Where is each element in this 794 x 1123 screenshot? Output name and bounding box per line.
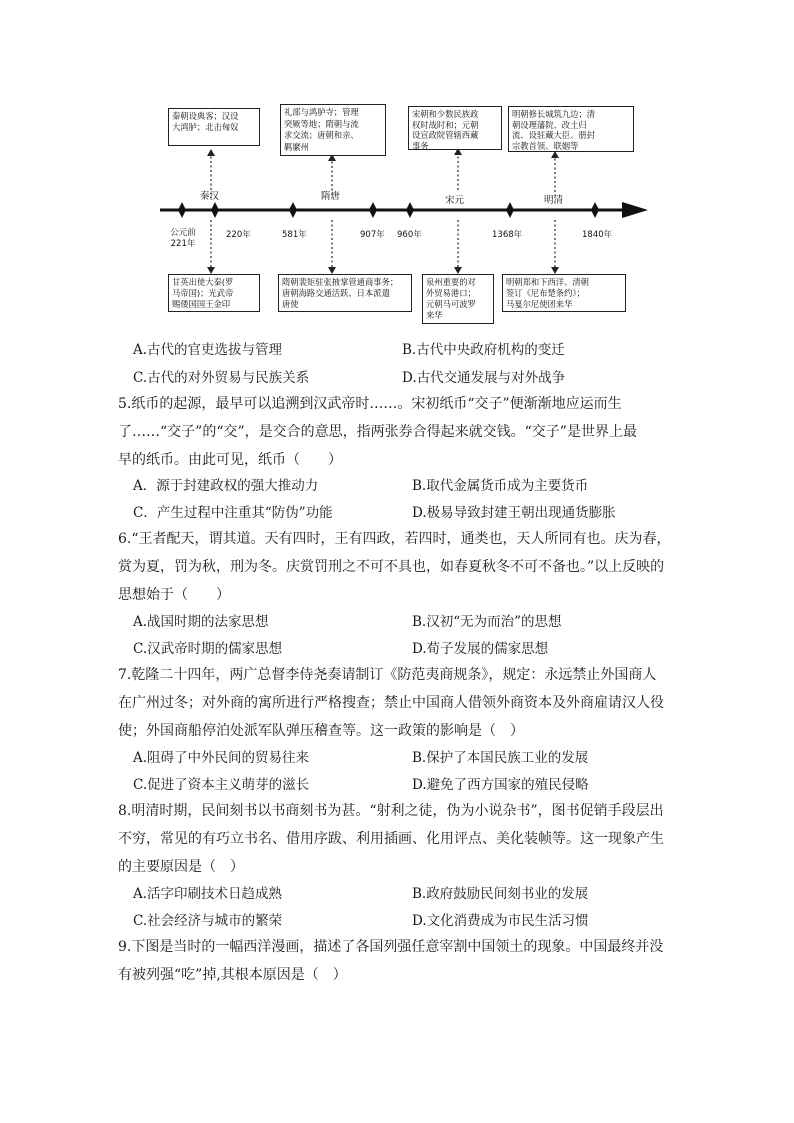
- connectors-top: [211, 152, 555, 198]
- era-songyuan: 宋元: [445, 195, 465, 206]
- q4-option-c[interactable]: C.古代的对外贸易与民族关系: [133, 370, 310, 386]
- era-mingqing: 明清: [544, 195, 564, 206]
- q7-option-c[interactable]: C.促进了资本主义萌芽的滋长: [133, 777, 310, 793]
- timeline-figure: [160, 92, 660, 332]
- top-box-suitang: 礼部与鸿胪寺；管理 突厥等地；隋朝与流 求交流；唐朝和亲、 羁縻州: [280, 104, 386, 156]
- q8-option-b[interactable]: B.政府鼓励民间刻书业的发展: [412, 886, 589, 902]
- q5-option-d[interactable]: D.极易导致封建王朝出现通货膨胀: [412, 505, 616, 521]
- year-220: 220年: [226, 230, 251, 240]
- year-907: 907年: [360, 230, 385, 240]
- q4-option-a[interactable]: A.古代的官吏选拔与管理: [133, 342, 283, 358]
- q5-option-c[interactable]: C．产生过程中注重其“防伪”功能: [133, 505, 333, 521]
- q4-option-b[interactable]: B.古代中央政府机构的变迁: [402, 342, 565, 358]
- q8-option-d[interactable]: D.文化消费成为市民生活习惯: [412, 913, 589, 929]
- q7-option-b[interactable]: B.保护了本国民族工业的发展: [412, 750, 589, 766]
- top-box-mingqing: 明朝修长城筑九边；清 朝设理藩院、改土归 流、设驻藏大臣、册封 宗教首领、联姻等: [508, 106, 634, 152]
- q7-stem: 7.乾隆二十四年，两广总督李侍尧奏请制订《防范夷商规条》，规定：永远禁止外国商人 在广州过冬；对外商的寓所进行严格搜查；禁止中国商人借领外商资本及外商雇请汉人役 使；外国商船停泊处派军队弹压稽查等。这一政策的影响是（ ）: [118, 667, 664, 739]
- year-960: 960年: [397, 230, 422, 240]
- q8-option-a[interactable]: A.活字印刷技术日趋成熟: [133, 886, 283, 902]
- q6-option-a[interactable]: A.战国时期的法家思想: [133, 614, 269, 630]
- q5-stem: 5.纸币的起源，最早可以追溯到汉武帝时……。宋初纸币“交子”便渐渐地应运而生 了……“交子”的“交”，是交合的意思，指两张券合得起来就交钱。“交子”是世界上最 早的纸币。由此可见，纸币（ ）: [118, 396, 637, 468]
- q6-option-d[interactable]: D.荀子发展的儒家思想: [412, 641, 549, 657]
- q7-option-a[interactable]: A.阻碍了中外民间的贸易往来: [133, 750, 310, 766]
- year-581: 581年: [282, 230, 307, 240]
- bottom-box-suitang: 隋朝裴矩驻张掖掌管通商事务； 唐朝海路交通活跃、日本派遣 唐使: [278, 274, 412, 312]
- bottom-box-mingqing: 明朝郑和下西洋、清朝 签订《尼布楚条约》； 马戛尔尼使团来华: [502, 274, 626, 312]
- era-suitang: 隋唐: [321, 191, 341, 202]
- year-1368: 1368年: [492, 230, 523, 240]
- bottom-box-qinhan: 甘英出使大秦(罗 马帝国)；光武帝 赐倭国国王金印: [168, 274, 260, 312]
- era-qinhan: 秦汉: [200, 191, 220, 202]
- top-box-qinhan: 秦朝设典客；汉设 大鸿胪；北击匈奴: [168, 108, 260, 146]
- connector-heads-bottom: [207, 267, 559, 274]
- q4-option-d[interactable]: D.古代交通发展与对外战争: [402, 370, 566, 386]
- q8-stem: 8.明清时期，民间刻书以书商刻书为甚。“射利之徒，伪为小说杂书”，图书促销手段层出 不穷，常见的有巧立书名、借用序跋、利用插画、化用评点、美化装帧等。这一现象产生 的主要原因是（ ）: [118, 803, 664, 875]
- q7-option-d[interactable]: D.避免了西方国家的殖民侵略: [412, 777, 589, 793]
- q5-option-a[interactable]: A．源于封建政权的强大推动力: [133, 478, 319, 494]
- q6-stem: 6.“王者配天，谓其道。天有四时，王有四政，若四时，通类也，天人所同有也。庆为春， 赏为夏，罚为秋，刑为冬。庆赏罚刑之不可不具也，如春夏秋冬不可不备也。”以上反映的 思想始于（ ）: [118, 531, 671, 603]
- bottom-box-songyuan: 泉州重要的对 外贸易港口； 元朝马可波罗 来华: [422, 274, 494, 324]
- connectors-bottom: [211, 220, 555, 270]
- year-221bc: 公元前 221年: [170, 228, 196, 249]
- q9-stem: 9.下图是当时的一幅西洋漫画，描述了各国列强任意宰割中国领土的现象。中国最终并没 有被列强“吃”掉,其根本原因是（ ）: [118, 939, 664, 983]
- q5-option-b[interactable]: B.取代金属货币成为主要货币: [412, 478, 589, 494]
- top-box-songyuan: 宋朝和少数民族政 权时战时和；元朝 设宣政院管辖西藏 事务: [408, 106, 502, 150]
- q6-option-b[interactable]: B.汉初“无为而治”的思想: [412, 614, 562, 630]
- timeline-arrow: [622, 202, 648, 218]
- q8-option-c[interactable]: C.社会经济与城市的繁荣: [133, 913, 283, 929]
- q6-option-c[interactable]: C.汉武帝时期的儒家思想: [133, 641, 283, 657]
- year-1840: 1840年: [582, 230, 613, 240]
